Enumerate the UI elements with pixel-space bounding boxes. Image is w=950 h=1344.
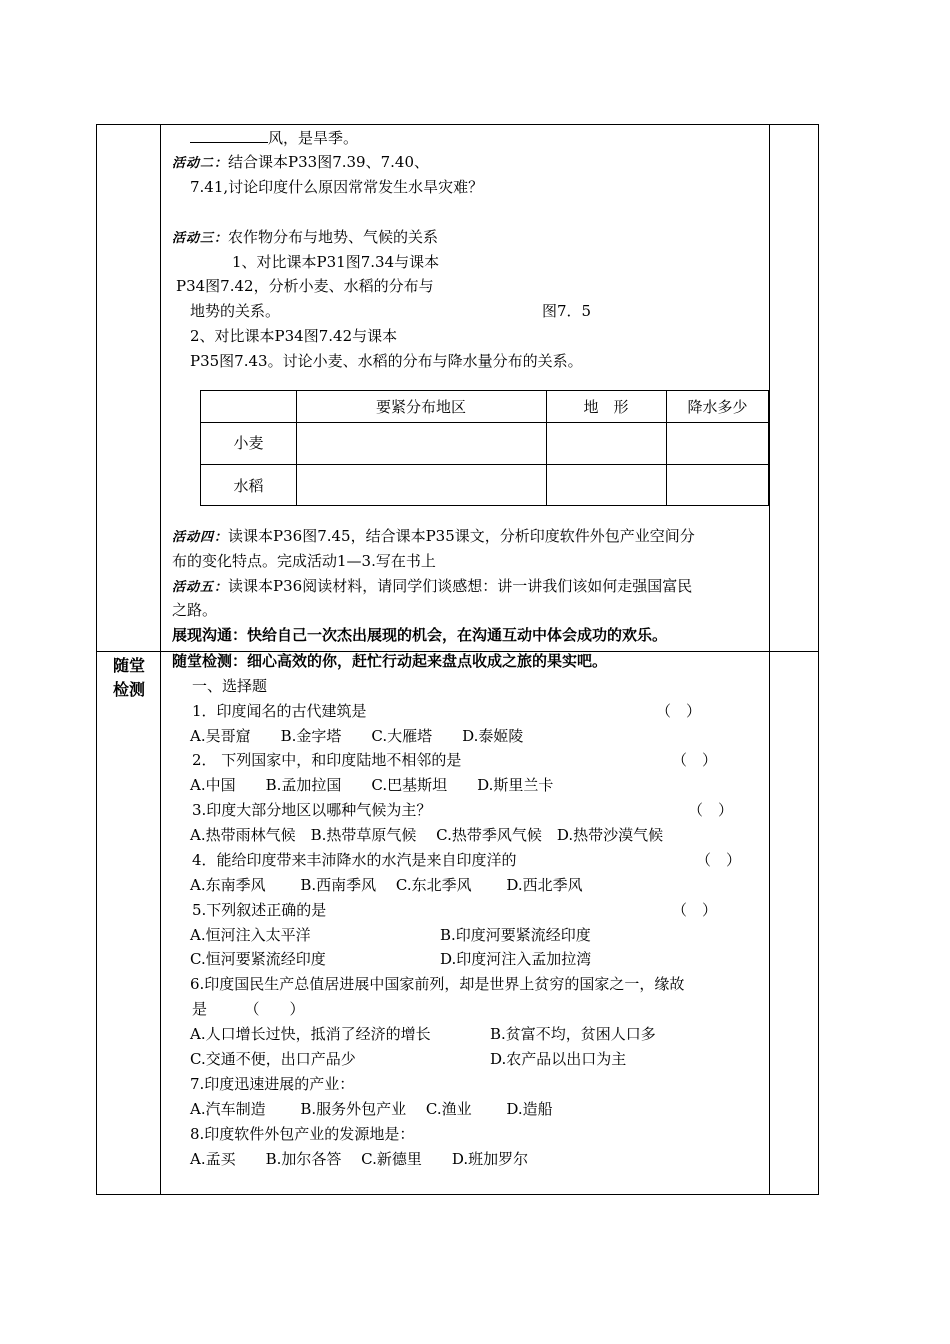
question-5-option-a: A.恒河注入太平洋: [190, 926, 311, 944]
row-label-rice: 水稻: [233, 477, 264, 495]
activity3-label: 活动三：: [172, 231, 229, 246]
activity5-line2: 之路。: [172, 601, 218, 619]
side-label-line2: 检测: [112, 680, 145, 699]
header-cell-terrain: 地 形: [583, 398, 629, 416]
question-4: 4．能给印度带来丰沛降水的水汽是来自印度洋的: [192, 851, 517, 869]
question-5-option-c: C.恒河要紧流经印度: [190, 950, 326, 968]
activity4-label: 活动四：: [172, 530, 229, 545]
activity3-item1-line2: P34图7.42，分析小麦、水稻的分布与: [176, 277, 434, 295]
question-6-option-a: A.人口增长过快，抵消了经济的增长: [190, 1025, 431, 1043]
question-3: 3.印度大部分地区以哪种气候为主？: [192, 801, 432, 819]
side-label-line1: 随堂: [112, 656, 145, 675]
question-6-line1: 6.印度国民生产总值居进展中国家前列，却是世界上贫穷的国家之一，缘故: [190, 975, 685, 993]
activity3-item2-line1: 2、对比课本P34图7.42与课本: [190, 327, 398, 345]
row-label-wheat: 小麦: [233, 434, 264, 452]
question-5-paren: （ ）: [672, 901, 718, 919]
question-7-options: A.汽车制造 B.服务外包产业 C.渔业 D.造船: [190, 1100, 553, 1118]
question-4-paren: （ ）: [696, 851, 742, 869]
activity2-line1: 活动二：结合课本P33图7.39、7.40、: [172, 153, 429, 171]
question-5: 5.下列叙述正确的是: [192, 901, 327, 919]
question-5-option-d: D.印度河注入孟加拉湾: [440, 950, 592, 968]
question-1-paren: （ ）: [656, 702, 702, 720]
activity5-label: 活动五：: [172, 580, 229, 595]
crop-table-row-line: [201, 464, 768, 465]
question-3-options: A.热带雨林气候 B.热带草原气候 C.热带季风气候 D.热带沙漠气候: [190, 826, 664, 844]
question-6-option-c: C.交通不便，出口产品少: [190, 1050, 356, 1068]
crop-distribution-table: [200, 390, 769, 506]
activity3-item1-line1: 1、对比课本P31图7.34与课本: [232, 253, 440, 271]
question-6-option-d: D.农产品以出口为主: [490, 1050, 627, 1068]
activity3-item2-line2: P35图7.43。讨论小麦、水稻的分布与降水量分布的关系。: [190, 352, 583, 370]
activity3-line: 活动三：农作物分布与地势、气候的关系: [172, 228, 439, 246]
side-label: [97, 654, 161, 702]
question-3-paren: （ ）: [688, 801, 734, 819]
quiz-section-title: 一、选择题: [192, 677, 268, 695]
activity4-line2: 布的变化特点。完成活动1—3.写在书上: [172, 552, 436, 570]
header-cell-rainfall: 降水多少: [687, 398, 748, 416]
activity4-line1: 活动四：读课本P36图7.45，结合课本P35课文，分析印度软件外包产业空间分: [172, 527, 695, 545]
activity2-label: 活动二：: [172, 156, 229, 171]
question-8: 8.印度软件外包产业的发源地是：: [190, 1125, 415, 1143]
figure-label: 图7．5: [542, 302, 592, 320]
header-cell-region: 要紧分布地区: [375, 398, 466, 416]
question-1-options: A.吴哥窟 B.金字塔 C.大雁塔 D.泰姬陵: [190, 727, 524, 745]
activity2-line2: 7.41,讨论印度什么原因常常发生水旱灾难？: [190, 178, 484, 196]
question-5-option-b: B.印度河要紧流经印度: [440, 926, 591, 944]
answer-blank[interactable]: [190, 128, 268, 143]
question-2-options: A.中国 B.孟加拉国 C.巴基斯坦 D.斯里兰卡: [190, 776, 554, 794]
question-1: 1．印度闻名的古代建筑是: [192, 702, 367, 720]
quiz-heading: 随堂检测：细心高效的你，赶忙行动起来盘点收成之旅的果实吧。: [172, 652, 608, 670]
question-8-options: A.孟买 B.加尔各答 C.新德里 D.班加罗尔: [190, 1150, 529, 1168]
question-7: 7.印度迅速进展的产业：: [190, 1075, 355, 1093]
question-2-paren: （ ）: [672, 751, 718, 769]
activity3-item1-line3: 地势的关系。: [190, 302, 281, 320]
question-6-line2: 是 （ ）: [192, 1000, 305, 1018]
showcase-line: 展现沟通：快给自己一次杰出展现的机会，在沟通互动中体会成功的欢乐。: [172, 626, 668, 644]
crop-table-row-line: [201, 422, 768, 423]
column-divider-right: [769, 125, 770, 1194]
question-6-option-b: B.贫富不均，贫困人口多: [490, 1025, 656, 1043]
drought-season-line: 风，是旱季。: [190, 128, 358, 148]
question-2: 2． 下列国家中，和印度陆地不相邻的是: [192, 751, 462, 769]
activity5-line1: 活动五：读课本P36阅读材料，请同学们谈感想：讲一讲我们该如何走强国富民: [172, 577, 693, 595]
question-4-options: A.东南季风 B.西南季风 C.东北季风 D.西北季风: [190, 876, 583, 894]
